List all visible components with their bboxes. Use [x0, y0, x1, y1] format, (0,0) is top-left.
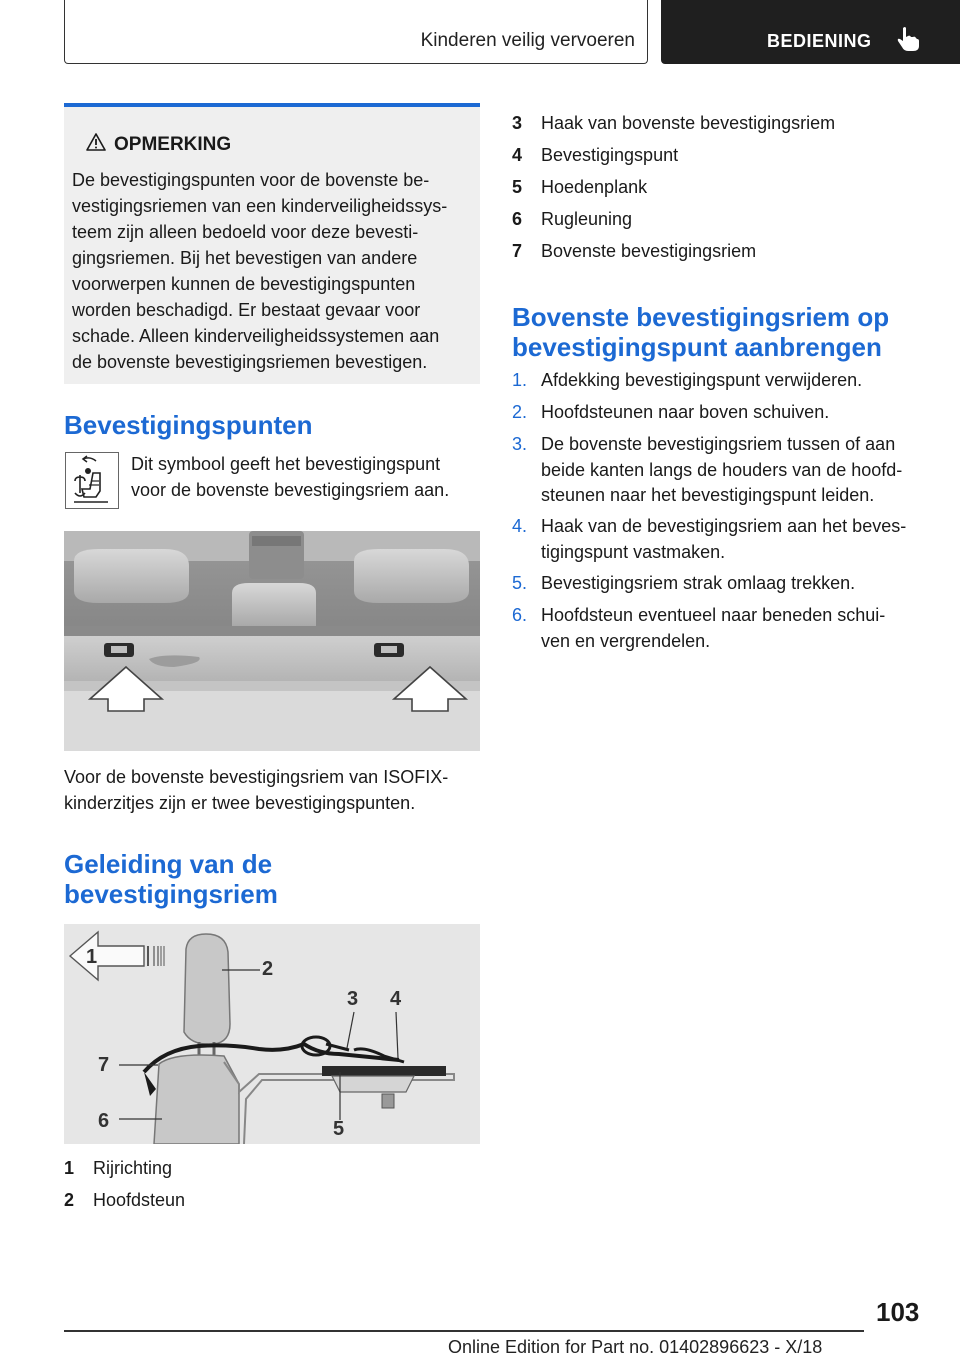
step-number: 1.: [512, 370, 528, 390]
rear-seat-anchor-photo: [64, 531, 480, 751]
page-number: 103: [876, 1297, 920, 1327]
note-box: [64, 103, 480, 384]
note-line: worden beschadigd. Er bestaat gevaar voor: [72, 300, 421, 320]
header-section-tab: [64, 0, 648, 64]
note-line: vestigingsriemen van een kinderveiligheidssys-: [72, 196, 448, 216]
step-text: steunen naar het bevestigingspunt leiden.: [541, 485, 875, 505]
photo-caption: [64, 765, 448, 816]
header-section-title: Kinderen veilig vervoeren: [420, 30, 635, 51]
legend-number: 5: [512, 177, 523, 197]
step-text: ven en vergrendelen.: [541, 630, 711, 651]
step-number: 4.: [512, 516, 528, 536]
symbol-description-line: voor de bovenste bevestigingsriem aan.: [131, 479, 450, 500]
note-line: gingsriemen. Bij het bevestigen van andere: [72, 248, 418, 268]
note-line: teem zijn alleen bedoeld voor deze bevesti-: [72, 222, 419, 242]
strap-routing-drawing: [64, 924, 480, 1144]
diagram-callout-3: 3: [347, 988, 359, 1010]
diagram-callout-2: 2: [262, 958, 274, 980]
note-line: schade. Alleen kinderveiligheidssystemen aan: [72, 326, 440, 346]
footer-divider: [64, 1330, 864, 1332]
note-title: OPMERKING: [114, 134, 232, 155]
legend-number: 4: [512, 145, 523, 165]
heading-line: Geleiding van de: [64, 849, 273, 879]
diagram-callout-1: 1: [86, 946, 98, 968]
legend-label: Hoedenplank: [541, 177, 648, 197]
legend-label: Rugleuning: [541, 209, 633, 229]
diagram-callout-5: 5: [333, 1118, 345, 1140]
legend-label: Rijrichting: [93, 1158, 173, 1178]
heading-line: bevestigingsriem: [64, 879, 278, 909]
note-line: de bovenste bevestigingsriemen bevestigen.: [72, 352, 428, 372]
step-text: Afdekking bevestigingspunt verwijderen.: [541, 370, 863, 390]
photo-caption-line: Voor de bovenste bevestigingsriem van ISOFIX-: [64, 767, 449, 787]
anchor-point-symbol: [65, 452, 119, 509]
step-number: 5.: [512, 573, 528, 593]
header-chapter-title: BEDIENING: [767, 31, 872, 51]
step-text: tigingspunt vastmaken.: [541, 541, 726, 562]
legend-label: Haak van bovenste bevestigingsriem: [541, 113, 836, 133]
symbol-description-line: Dit symbool geeft het bevestigingspunt: [131, 454, 441, 474]
hand-pointer-icon: [896, 26, 920, 52]
legend-label: Hoofdsteun: [93, 1190, 186, 1210]
strap-routing-diagram: [64, 924, 480, 1144]
step-number: 3.: [512, 434, 528, 454]
legend-number: 6: [512, 209, 523, 229]
legend-number: 1: [64, 1158, 75, 1178]
legend-number: 7: [512, 241, 523, 261]
step-text: Hoofdsteun eventueel naar beneden schui-: [541, 605, 886, 625]
section-heading-aanbrengen: [512, 302, 889, 362]
diagram-callout-6: 6: [98, 1110, 110, 1132]
step-text: Bevestigingsriem strak omlaag trekken.: [541, 573, 856, 593]
step-text: De bovenste bevestigingsriem tussen of aan: [541, 434, 896, 454]
note-line: De bevestigingspunten voor de bovenste be-: [72, 170, 430, 190]
diagram-callout-7: 7: [98, 1054, 110, 1076]
step-number: 2.: [512, 402, 528, 422]
legend-number: 3: [512, 113, 523, 133]
step-text: beide kanten langs de houders van de hoofd-: [541, 459, 903, 480]
legend-number: 2: [64, 1190, 75, 1210]
heading-line: bevestigingspunt aanbrengen: [512, 332, 882, 362]
step-text: Haak van de bevestigingsriem aan het beves-: [541, 516, 907, 536]
legend-label: Bovenste bevestigingsriem: [541, 241, 757, 261]
diagram-callout-4: 4: [390, 988, 402, 1010]
step-text: Hoofdsteunen naar boven schuiven.: [541, 402, 830, 422]
footer-edition: Online Edition for Part no. 01402896623 - X/18: [448, 1337, 823, 1357]
section-heading-bevestigingspunten: Bevestigingspunten: [64, 410, 313, 440]
photo-caption-line: kinderzitjes zijn er twee bevestigingspunten.: [64, 792, 416, 813]
heading-line: Bovenste bevestigingsriem op: [512, 302, 890, 332]
warning-triangle-icon: [86, 133, 106, 151]
section-heading-geleiding: [64, 849, 278, 909]
symbol-description: [131, 452, 449, 503]
legend-label: Bevestigingspunt: [541, 145, 679, 165]
note-body: [72, 167, 476, 375]
step-number: 6.: [512, 605, 528, 625]
child-seat-anchor-icon: [66, 453, 118, 508]
note-line: voorwerpen kunnen de bevestigingspunten: [72, 274, 416, 294]
